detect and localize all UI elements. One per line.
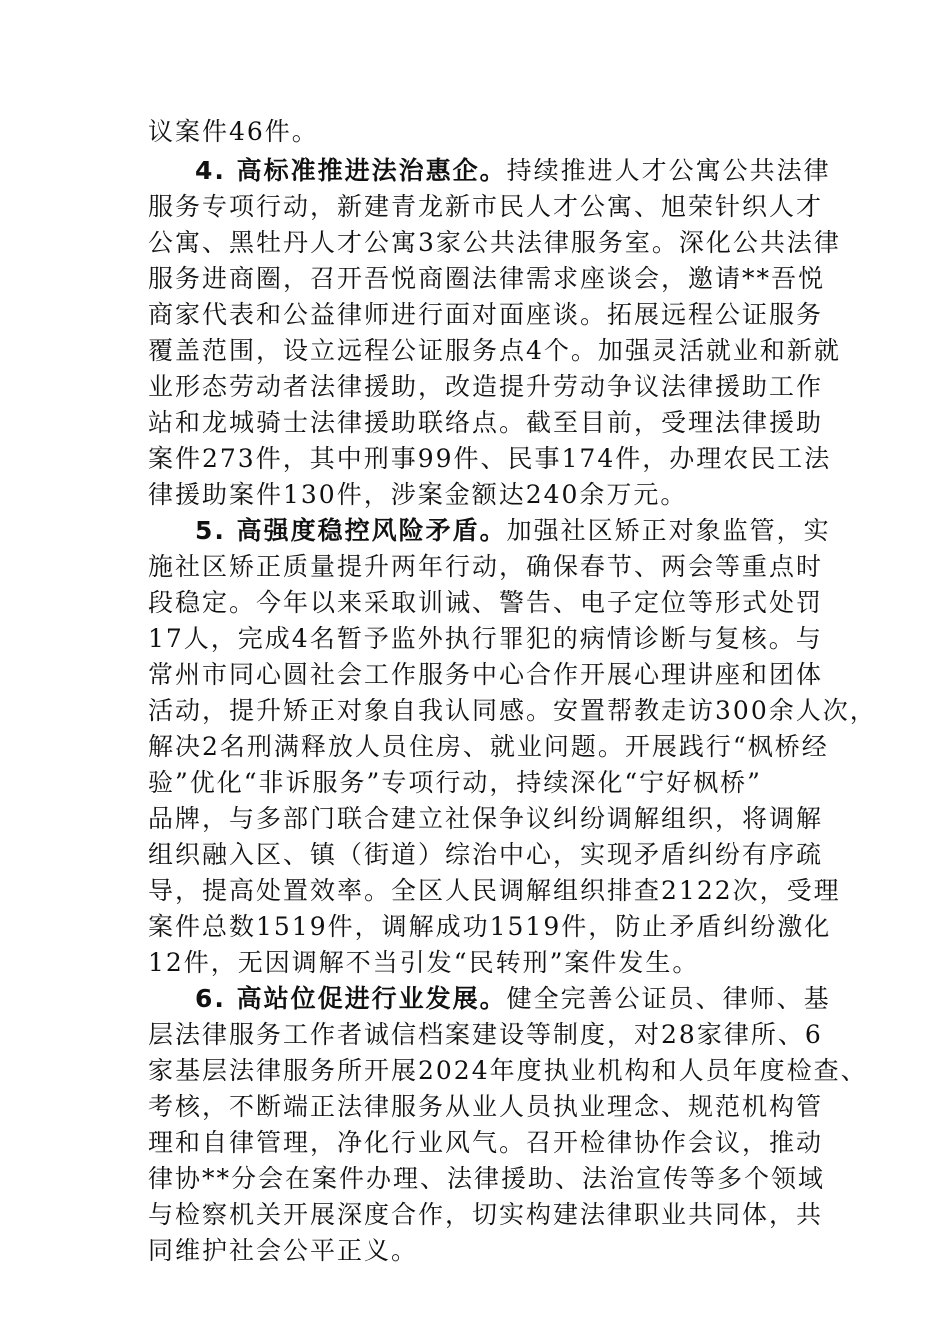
text-line: 商家代表和公益律师进行面对面座谈。拓展远程公证服务 bbox=[148, 300, 824, 329]
text-line: 案件总数1519件，调解成功1519件，防止矛盾纠纷激化 bbox=[148, 912, 832, 941]
text-line: 业形态劳动者法律援助，改造提升劳动争议法律援助工作 bbox=[148, 372, 824, 401]
text-line: 段稳定。今年以来采取训诫、警告、电子定位等形式处罚 bbox=[148, 588, 824, 617]
text-line: 17人，完成4名暂予监外执行罪犯的病情诊断与复核。与 bbox=[148, 624, 823, 653]
text-line: 律援助案件130件，涉案金额达240余万元。 bbox=[148, 480, 688, 509]
section-heading-6: 6. 高站位促进行业发展。 bbox=[195, 984, 507, 1013]
text-line: 验”优化“非诉服务”专项行动，持续深化“宁好枫桥” bbox=[148, 768, 762, 797]
text-line: 与检察机关开展深度合作，切实构建法律职业共同体，共 bbox=[148, 1200, 824, 1229]
text-line: 常州市同心圆社会工作服务中心合作开展心理讲座和团体 bbox=[148, 660, 824, 689]
text-line: 同维护社会公平正义。 bbox=[148, 1236, 419, 1265]
text-line: 持续推进人才公寓公共法律 bbox=[506, 156, 831, 185]
text-line: 家基层法律服务所开展2024年度执业机构和人员年度检查、 bbox=[148, 1056, 868, 1085]
text-line: 服务专项行动，新建青龙新市民人才公寓、旭荣针织人才 bbox=[148, 192, 824, 221]
text-line: 健全完善公证员、律师、基 bbox=[506, 984, 831, 1013]
text-line: 12件，无因调解不当引发“民转刑”案件发生。 bbox=[148, 948, 700, 977]
text-line: 层法律服务工作者诚信档案建设等制度，对28家律所、6 bbox=[148, 1020, 823, 1049]
text-line: 品牌，与多部门联合建立社保争议纠纷调解组织，将调解 bbox=[148, 804, 824, 833]
text-line: 组织融入区、镇（街道）综治中心，实现矛盾纠纷有序疏 bbox=[148, 840, 824, 869]
text-line: 服务进商圈，召开吾悦商圈法律需求座谈会，邀请**吾悦 bbox=[148, 264, 826, 293]
text-line: 加强社区矫正对象监管，实 bbox=[506, 516, 831, 545]
paragraph-4-first-line bbox=[195, 152, 935, 189]
section-heading-4: 4. 高标准推进法治惠企。 bbox=[195, 156, 507, 185]
text-line: 导，提高处置效率。全区人民调解组织排查2122次，受理 bbox=[148, 876, 841, 905]
text-line: 活动，提升矫正对象自我认同感。安置帮教走访300余人次， bbox=[148, 696, 877, 725]
text-line: 公寓、黑牡丹人才公寓3家公共法律服务室。深化公共法律 bbox=[148, 228, 841, 257]
text-line: 理和自律管理，净化行业风气。召开检律协作会议，推动 bbox=[148, 1128, 824, 1157]
text-line: 律协**分会在案件办理、法律援助、法治宣传等多个领域 bbox=[148, 1164, 826, 1193]
text-line: 覆盖范围，设立远程公证服务点4个。加强灵活就业和新就 bbox=[148, 336, 841, 365]
text-line: 施社区矫正质量提升两年行动，确保春节、两会等重点时 bbox=[148, 552, 824, 581]
paragraph-5-first-line bbox=[195, 512, 935, 549]
text-line: 议案件46件。 bbox=[148, 117, 319, 146]
text-line: 站和龙城骑士法律援助联络点。截至目前，受理法律援助 bbox=[148, 408, 824, 437]
section-heading-5: 5. 高强度稳控风险矛盾。 bbox=[195, 516, 507, 545]
text-line: 解决2名刑满释放人员住房、就业问题。开展践行“枫桥经 bbox=[148, 732, 829, 761]
text-line: 案件273件，其中刑事99件、民事174件，办理农民工法 bbox=[148, 444, 832, 473]
paragraph-6-first-line bbox=[195, 980, 935, 1017]
text-line: 考核，不断端正法律服务从业人员执业理念、规范机构管 bbox=[148, 1092, 824, 1121]
